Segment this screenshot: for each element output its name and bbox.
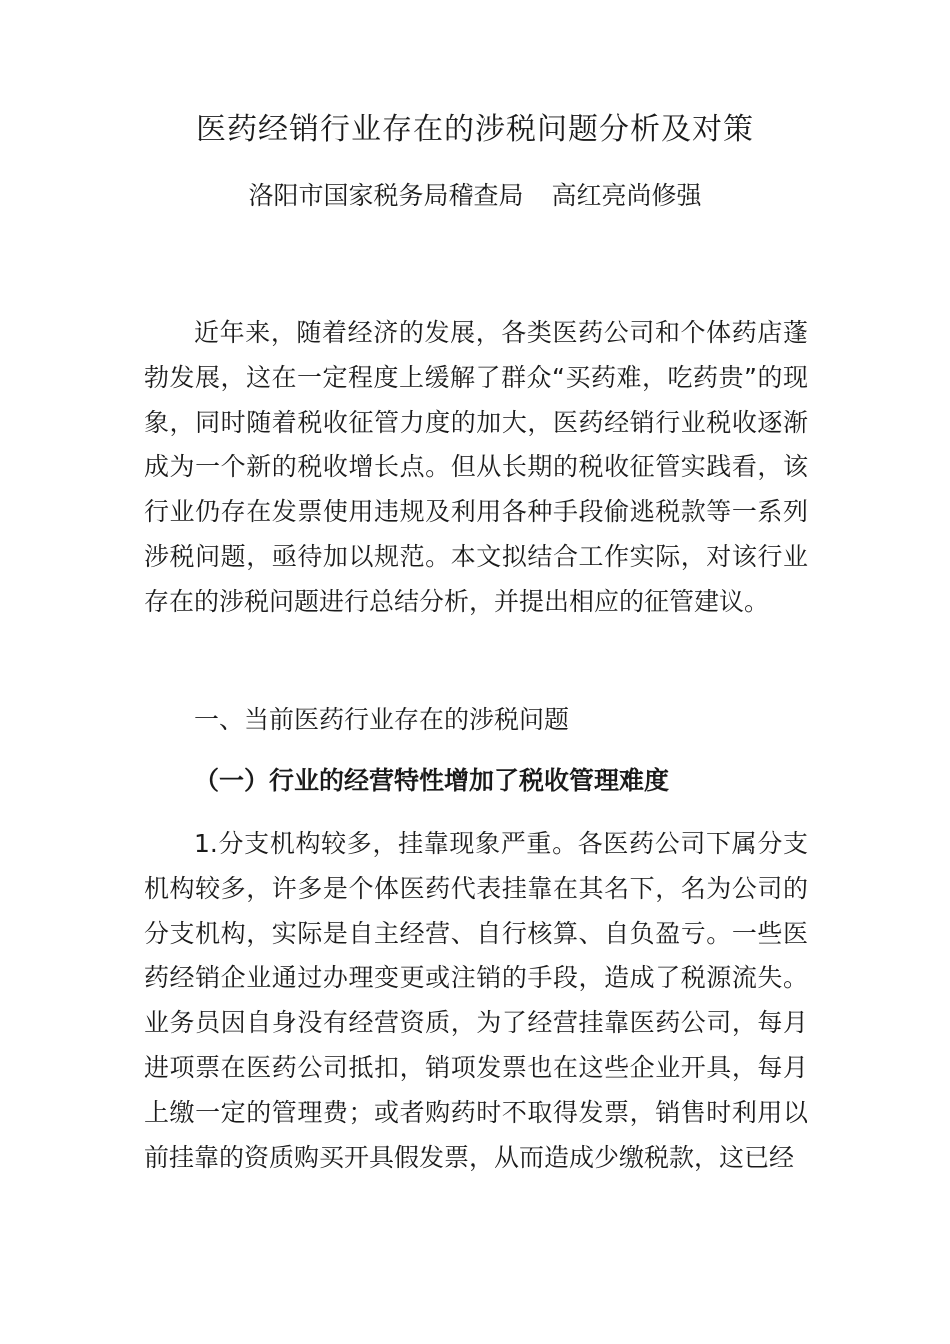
section-heading-1: 一、当前医药行业存在的涉税问题 <box>194 705 570 734</box>
point-1-paragraph: 1.分支机构较多，挂靠现象严重。各医药公司下属分支机构较多，许多是个体医药代表挂靠在其名下，名为公司的分支机构，实际是自主经营、自行核算、自负盈亏。一些医药经销企业通过办理变更或注销的手段，造成了税源流失。业务员因自身没有经营资质，为了经营挂靠医药公司，每月进项票在医药公司抵扣，销项发票也在这些企业开具，每月上缴一定的管理费；或者购药时不取得发票，销售时利用以前挂靠的资质购买开具假发票，从而造成少缴税款，这已经 <box>144 829 808 1172</box>
subsection-heading-1: （一）行业的经营特性增加了税收管理难度 <box>194 766 670 795</box>
intro-paragraph: 近年来，随着经济的发展，各类医药公司和个体药店蓬勃发展，这在一定程度上缓解了群众“买药难，吃药贵”的现象，同时随着税收征管力度的加大，医药经销行业税收逐渐成为一个新的税收增长点。但从长期的税收征管实践看，该行业仍存在发票使用违规及利用各种手段偷逃税款等一系列涉税问题，亟待加以规范。本文拟结合工作实际，对该行业存在的涉税问题进行总结分析，并提出相应的征管建议。 <box>144 318 808 616</box>
author-organization: 洛阳市国家税务局稽查局 <box>248 181 524 210</box>
author-names: 高红亮尚修强 <box>551 181 702 210</box>
author-line <box>0 174 950 218</box>
document-title: 医药经销行业存在的涉税问题分析及对策 <box>196 112 754 147</box>
